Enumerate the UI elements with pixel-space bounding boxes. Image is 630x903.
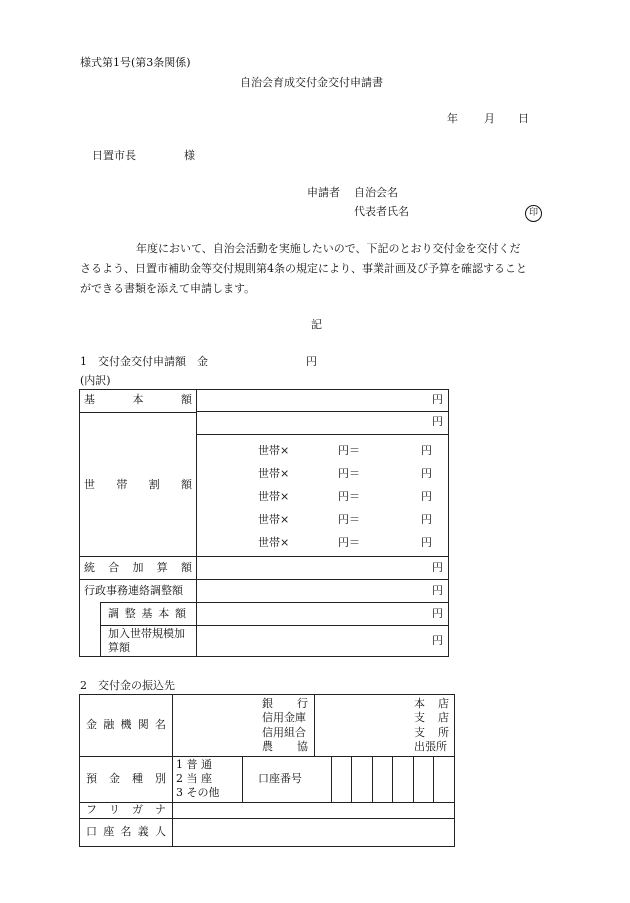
row-chosei-label: 調 整 基 本 額 xyxy=(108,607,186,620)
form-number: 様式第1号(第3条関係) xyxy=(80,56,191,69)
association-label: 自治会名 xyxy=(354,186,398,199)
row-kanyu-label-2: 算額 xyxy=(108,641,130,654)
ki-mark: 記 xyxy=(311,318,322,331)
deposit-option-futsu[interactable]: 1 普 通 xyxy=(176,758,212,771)
section-1-yen: 円 xyxy=(306,355,317,368)
section-1-heading: 1 交付金交付申請額 金 xyxy=(80,355,208,368)
section-2-heading: 2 交付金の振込先 xyxy=(80,679,175,692)
branch-type-honten: 本 店 xyxy=(414,697,449,710)
breakdown-label: (内訳) xyxy=(80,374,111,387)
bank-type-nokyo: 農 協 xyxy=(262,740,308,753)
branch-type-shisho: 支 所 xyxy=(414,726,449,739)
row-kanyu-label-1: 加入世帯規模加 xyxy=(108,627,185,640)
document-page: 様式第1号(第3条関係) 自治会育成交付金交付申請書 年 月 日 日置市長 様 申請者 自治会名 代表者氏名 印 年度において、自治会活動を実施したいので、下記のとおり交付金を交付くだ さるよう、日置市補助金等交付規則第4条の規定により、事業計画及び予算を確認すること ができる書類を添えて申請します。 記 1 交付金交付申請額 金 円 (内訳) 基 本 額 円 円 世 帯 割 額 世帯× 円＝ 円 世帯× 円＝ 円 世帯× 円＝ 円 世帯× 円＝ 円 世帯× 円＝ 円 統 合 加 算 額 円 行政事務連絡調整額 円 調 整 基 本 額 円 加入世帯規模加 算額 円 2 交付金の振込先 金 融 機 関 名 銀 行 信用金庫 信用組合 農 協 本 店 支 店 支 所 出張所 預 金 種 別 1 普 通 2 当 座 3 その他 口座番号 フ リ ガ ナ 口 座 名 義 人 xyxy=(0,0,630,903)
row-kihon-yen: 円 xyxy=(432,393,443,406)
application-paragraph-line-3: ができる書類を添えて申請します。 xyxy=(80,282,256,295)
document-title: 自治会育成交付金交付申請書 xyxy=(240,76,383,89)
application-paragraph-line-2: さるよう、日置市補助金等交付規則第4条の規定により、事業計画及び予算を確認すること xyxy=(80,262,527,275)
date-day: 日 xyxy=(518,112,529,125)
row-gyosei-yen: 円 xyxy=(432,584,443,597)
row-setai-label: 世 帯 割 額 xyxy=(84,478,192,491)
deposit-option-other[interactable]: 3 その他 xyxy=(176,786,220,799)
furigana-label: フ リ ガ ナ xyxy=(86,803,166,816)
deposit-option-toza[interactable]: 2 当 座 xyxy=(176,772,212,785)
deposit-type-label: 預 金 種 別 xyxy=(86,772,166,785)
row-kihon-label: 基 本 額 xyxy=(84,393,192,406)
applicant-label: 申請者 xyxy=(307,186,340,199)
honorific: 様 xyxy=(184,149,195,162)
addressee: 日置市長 xyxy=(92,149,136,162)
row-setai-total-yen: 円 xyxy=(432,415,443,428)
seal-mark: 印 xyxy=(525,205,542,222)
date-month: 月 xyxy=(484,112,495,125)
bank-type-bank: 銀 行 xyxy=(262,697,308,710)
row-togo-yen: 円 xyxy=(432,561,443,574)
bank-name-label: 金 融 機 関 名 xyxy=(86,718,166,731)
row-kanyu-yen: 円 xyxy=(432,634,443,647)
bank-type-shinkumi: 信用組合 xyxy=(262,726,306,739)
representative-label: 代表者氏名 xyxy=(354,205,409,218)
row-chosei-yen: 円 xyxy=(432,607,443,620)
branch-type-shutchojo: 出張所 xyxy=(414,740,447,753)
branch-type-shiten: 支 店 xyxy=(414,711,449,724)
row-togo-label: 統 合 加 算 額 xyxy=(84,561,192,574)
bank-type-shinkin: 信用金庫 xyxy=(262,711,306,724)
account-holder-label: 口 座 名 義 人 xyxy=(86,825,166,838)
account-number-label: 口座番号 xyxy=(258,772,302,785)
row-gyosei-label: 行政事務連絡調整額 xyxy=(84,584,183,597)
date-year: 年 xyxy=(447,112,458,125)
application-paragraph-line-1: 年度において、自治会活動を実施したいので、下記のとおり交付金を交付くだ xyxy=(136,242,521,255)
